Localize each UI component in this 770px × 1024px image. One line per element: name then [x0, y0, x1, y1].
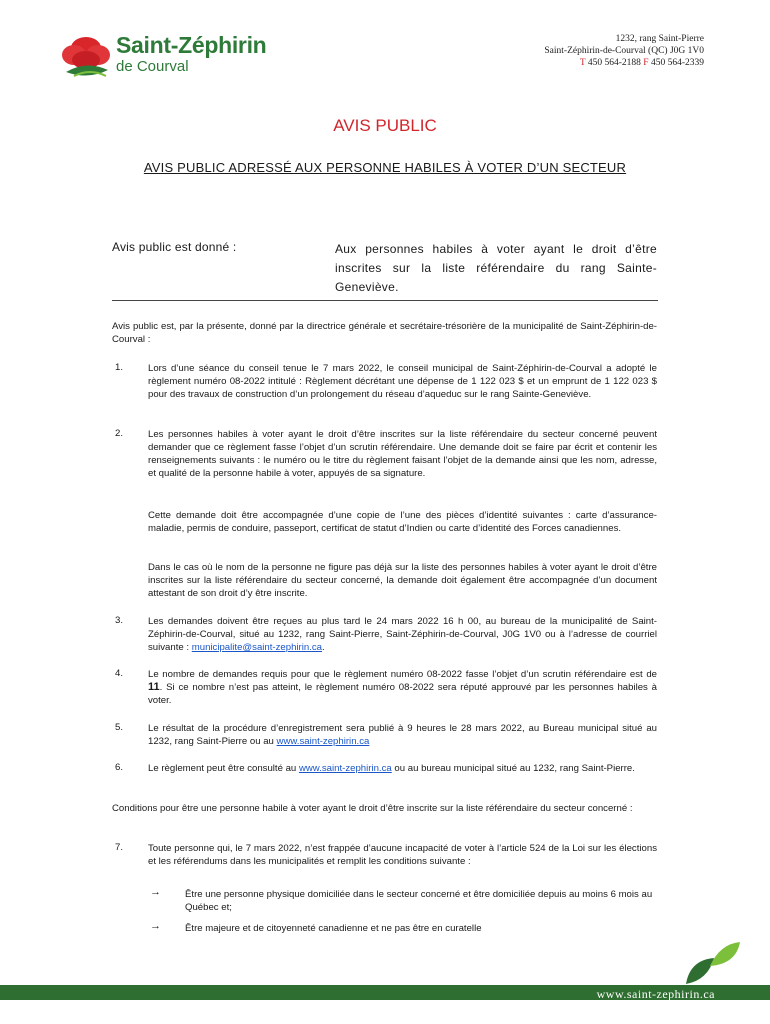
item-5-number: 5. [115, 722, 124, 733]
condition-bullet-2: Être majeure et de citoyenneté canadienne et ne pas être en curatelle [185, 923, 482, 934]
address-line-1: 1232, rang Saint-Pierre [615, 34, 704, 44]
item-3-number: 3. [115, 615, 124, 626]
item-3-text: Les demandes doivent être reçues au plus tard le 24 mars 2022 16 h 00, au bureau de la municipalité de Saint-Zéphirin-de-Courval, situé au 1232, rang Saint-Pierre, Saint-Zéphirin-de-Courval, J0G 1V0 ou à l’adresse de courriel suivante : [148, 616, 657, 653]
arrow-bullet-icon: → [150, 920, 161, 932]
notice-given-text: Aux personnes habiles à voter ayant le droit d’être inscrites sur la liste référendaire du rang Sainte-Geneviève. [335, 242, 657, 294]
intro-paragraph: Avis public est, par la présente, donné par la directrice générale et secrétaire-trésorière de la municipalité de Saint-Zéphirin-de-Courval : [112, 321, 657, 345]
notice-given-label: Avis public est donné : [112, 240, 237, 254]
website-link[interactable]: www.saint-zephirin.ca [276, 736, 370, 747]
arrow-bullet-icon: → [150, 886, 161, 898]
item-6-text-b: ou au bureau municipal situé au 1232, rang Saint-Pierre. [394, 763, 635, 774]
item-2-list-paragraph: Dans le cas où le nom de la personne ne figure pas déjà sur la liste des personnes habiles à voter ayant le droit d’être inscrites sur la liste référendaire du secteur concerné, la demande doit également être accompagnée d’un document attestant de son droit d’y être inscrite. [148, 562, 657, 599]
conditions-paragraph: Conditions pour être une personne habile à voter ayant le droit d’être inscrite sur la liste référendaire du secteur concerné : [112, 803, 633, 814]
divider [112, 300, 658, 301]
phone-label: T [579, 58, 586, 68]
address-line-2: Saint-Zéphirin-de-Courval (QC) J0G 1V0 [544, 46, 704, 56]
item-2-id-paragraph: Cette demande doit être accompagnée d’une copie de l’une des pièces d’identité suivantes : carte d’assurance-maladie, permis de conduire, passeport, certificat de statut d’Indien ou carte d’identité des Forces canadiennes. [148, 510, 657, 534]
item-3-end: . [322, 642, 325, 653]
logo-subname: de Courval [116, 58, 189, 75]
contact-block [544, 33, 704, 69]
item-6-text-a: Le règlement peut être consulté au [148, 763, 297, 774]
email-link[interactable]: municipalite@saint-zephirin.ca [191, 642, 323, 653]
item-2-number: 2. [115, 428, 124, 439]
item-4-number: 4. [115, 668, 124, 679]
item-6-paragraph [148, 762, 657, 775]
logo [56, 30, 286, 82]
phone-fax [544, 57, 704, 69]
item-4-text-a: Le nombre de demandes requis pour que le règlement numéro 08-2022 fasse l’objet d’un scrutin référendaire est de [148, 669, 657, 680]
item-3-paragraph [148, 615, 657, 654]
item-2-text: Les personnes habiles à voter ayant le droit d’être inscrites sur la liste référendaire du secteur concerné peuvent demander que ce règlement fasse l’objet d’un scrutin référendaire. Une demande doit se faire par écrit et contenir les renseignements suivants : le numéro ou le titre du règlement faisant l’objet de la demande ainsi que les nom, adresse, et qualité de la personne habile à voter, appuyés de sa signature. [148, 429, 657, 479]
website-link[interactable]: www.saint-zephirin.ca [298, 763, 392, 774]
item-5-text: Le résultat de la procédure d’enregistrement sera publié à 9 heures le 28 mars 2022, au Bureau municipal situé au 1232, rang Saint-Pierre ou au [148, 723, 657, 747]
footer-website: www.saint-zephirin.ca [596, 987, 715, 1001]
logo-name: Saint-Zéphirin [116, 32, 267, 58]
fax-label: F [643, 58, 649, 68]
item-6-number: 6. [115, 762, 124, 773]
item-1-number: 1. [115, 362, 124, 373]
item-4-paragraph [148, 668, 657, 707]
page-title: AVIS PUBLIC [333, 116, 437, 135]
fax-number: 450 564-2339 [650, 58, 704, 68]
item-7-number: 7. [115, 842, 124, 853]
item-4-text-b: . Si ce nombre n’est pas atteint, le règlement numéro 08-2022 sera réputé approuvé par les personnes habiles à voter. [148, 682, 657, 706]
required-requests-count: 11 [148, 681, 160, 693]
item-7-text: Toute personne qui, le 7 mars 2022, n’est frappée d’aucune incapacité de voter à l’article 524 de la Loi sur les élections et les référendums dans les municipalités et remplit les conditions suivante : [148, 843, 657, 867]
item-1-text: Lors d’une séance du conseil tenue le 7 mars 2022, le conseil municipal de Saint-Zéphirin-de-Courval a adopté le règlement numéro 08-2022 intitulé : Règlement décrétant une dépense de 1 122 023 $ et un emprunt de 1 122 023 $ pour des travaux de construction d’un prolongement du réseau d’aqueduc sur le rang Sainte-Geneviève. [148, 363, 657, 400]
page-subtitle: AVIS PUBLIC ADRESSÉ AUX PERSONNE HABILES À VOTER D’UN SECTEUR [143, 160, 627, 175]
item-5-paragraph [148, 722, 657, 748]
condition-bullet-1: Être une personne physique domiciliée dans le secteur concerné et être domiciliée depuis au moins 6 mois au Québec et; [185, 889, 653, 913]
phone-number: 450 564-2188 [587, 58, 641, 68]
leaf-decoration-icon [680, 940, 742, 986]
flower-logo-icon [56, 30, 116, 82]
